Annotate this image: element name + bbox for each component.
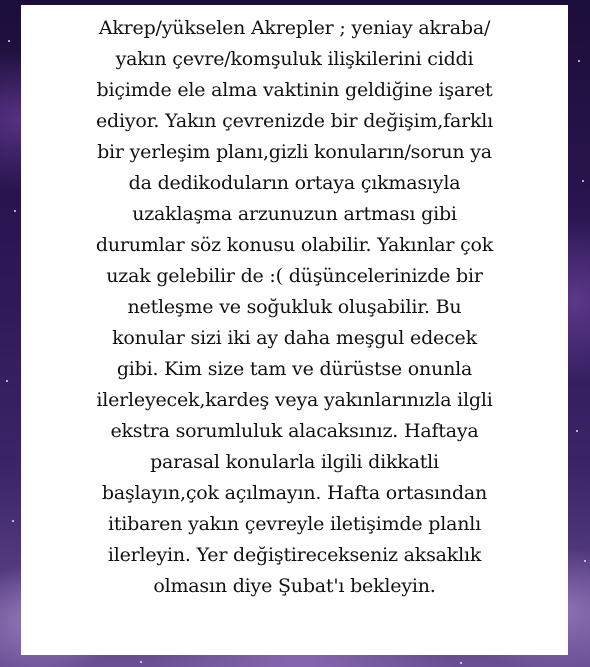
text-line: ilerleyin. Yer değiştirecekseniz aksaklık (107, 544, 482, 566)
text-line: ilerleyecek,kardeş veya yakınlarınızla ilgli (96, 389, 493, 411)
text-line: biçimde ele alma vaktinin geldiğine işaret (96, 79, 493, 101)
text-line: Akrep/yükselen Akrepler ; yeniay akraba/ (98, 17, 491, 39)
star-decoration (6, 380, 8, 382)
text-line: uzaklaşma arzunuzun artması gibi (132, 203, 457, 225)
text-line: ekstra sorumluluk alacaksınız. Haftaya (110, 420, 479, 442)
star-decoration (582, 180, 584, 182)
text-line: da dedikoduların ortaya çıkmasıyla (128, 172, 461, 194)
text-line: netleşme ve soğukluk oluşabilir. Bu (127, 296, 462, 318)
text-line: gibi. Kim size tam ve dürüstse onunla (116, 358, 473, 380)
star-decoration (12, 520, 14, 522)
star-decoration (578, 60, 580, 62)
text-line: parasal konularla ilgili dikkatli (150, 451, 439, 473)
text-line: uzak gelebilir de :( düşüncelerinizde bir (106, 265, 483, 287)
text-line: ediyor. Yakın çevrenizde bir değişim,farklı (95, 110, 494, 132)
star-decoration (14, 210, 16, 212)
star-decoration (8, 40, 10, 42)
text-line: bir yerleşim planı,gizli konuların/sorun ya (97, 141, 492, 163)
text-line: olmasın diye Şubat'ı bekleyin. (153, 575, 436, 597)
text-card (21, 5, 568, 655)
text-line: başlayın,çok açılmayın. Hafta ortasından (101, 482, 488, 504)
horoscope-text (27, 13, 562, 602)
text-line: durumlar söz konusu olabilir. Yakınlar çok (95, 234, 494, 256)
star-decoration (584, 560, 586, 562)
star-decoration (140, 661, 142, 663)
star-decoration (576, 430, 578, 432)
text-line: konular sizi iki ay daha meşgul edecek (112, 327, 477, 349)
text-line: yakın çevre/komşuluk ilişkilerini ciddi (115, 48, 474, 70)
text-line: itibaren yakın çevreyle iletişimde planlı (107, 513, 481, 535)
star-decoration (460, 662, 462, 664)
